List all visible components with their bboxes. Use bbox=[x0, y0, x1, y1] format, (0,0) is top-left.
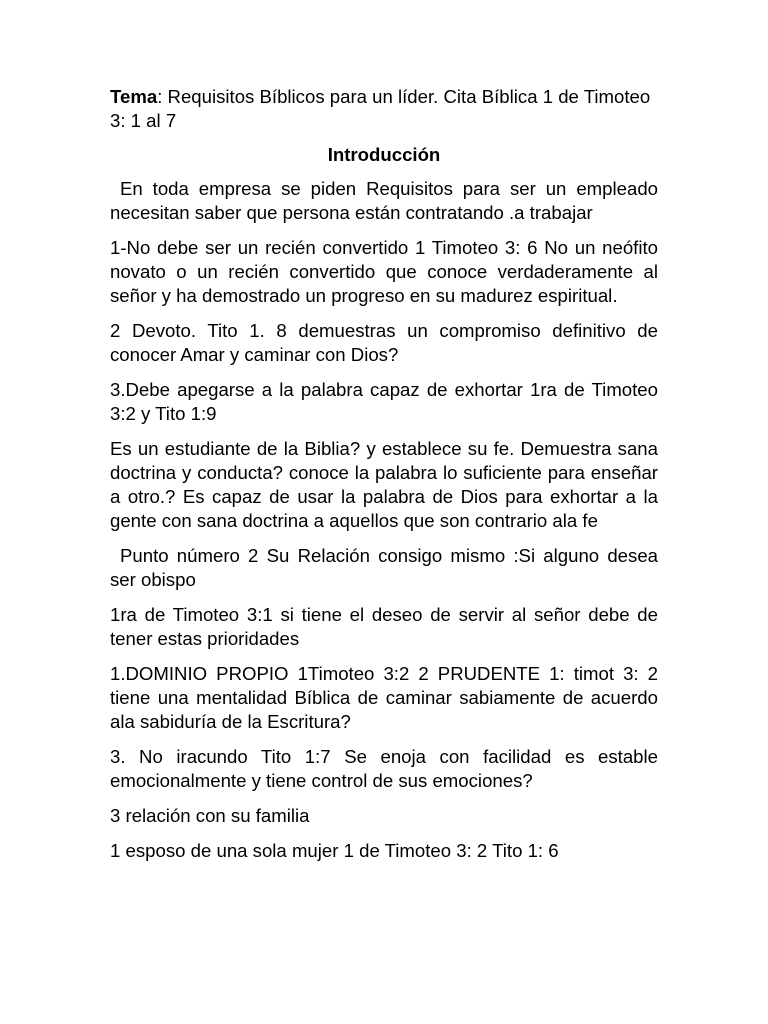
paragraph-requirement-3: 3.Debe apegarse a la palabra capaz de exhortar 1ra de Timoteo 3:2 y Tito 1:9 bbox=[110, 379, 658, 424]
document-page bbox=[110, 85, 658, 874]
paragraph-point-2: Punto número 2 Su Relación consigo mismo :Si alguno desea ser obispo bbox=[110, 545, 658, 590]
paragraph-requirement-1: 1-No debe ser un recién convertido 1 Timoteo 3: 6 No un neófito novato o un recién convertido que conoce verdaderamente al señor y ha demostrado un progreso en su madurez espiritual. bbox=[110, 237, 658, 306]
paragraph-dominio-propio: 1.DOMINIO PROPIO 1Timoteo 3:2 2 PRUDENTE 1: timot 3: 2 tiene una mentalidad Bíblica de caminar sabiamente de acuerdo ala sabiduría de la Escritura? bbox=[110, 663, 658, 732]
section-heading: Introducción bbox=[327, 144, 441, 165]
paragraph-no-iracundo: 3. No iracundo Tito 1:7 Se enoja con facilidad es estable emocionalmente y tiene control de sus emociones? bbox=[110, 746, 658, 791]
paragraph-requirement-2: 2 Devoto. Tito 1. 8 demuestras un compromiso definitivo de conocer Amar y caminar con Dios? bbox=[110, 320, 658, 365]
paragraph-timothy-3-1: 1ra de Timoteo 3:1 si tiene el deseo de servir al señor debe de tener estas prioridades bbox=[110, 604, 658, 649]
paragraph-husband: 1 esposo de una sola mujer 1 de Timoteo 3: 2 Tito 1: 6 bbox=[110, 840, 559, 861]
paragraph-bible-student: Es un estudiante de la Biblia? y establece su fe. Demuestra sana doctrina y conducta? conoce la palabra lo suficiente para enseñar a otro.? Es capaz de usar la palabra de Dios para exhortar a la gente con sana doctrina a aquellos que son contrario ala fe bbox=[110, 438, 658, 531]
tema-text: : Requisitos Bíblicos para un líder. Cita Bíblica 1 de Timoteo 3: 1 al 7 bbox=[110, 86, 651, 131]
tema-label: Tema bbox=[110, 86, 158, 107]
paragraph-family-relation: 3 relación con su familia bbox=[110, 805, 310, 826]
paragraph-intro: En toda empresa se piden Requisitos para ser un empleado necesitan saber que persona están contratando .a trabajar bbox=[110, 178, 658, 223]
document-title bbox=[110, 85, 658, 133]
